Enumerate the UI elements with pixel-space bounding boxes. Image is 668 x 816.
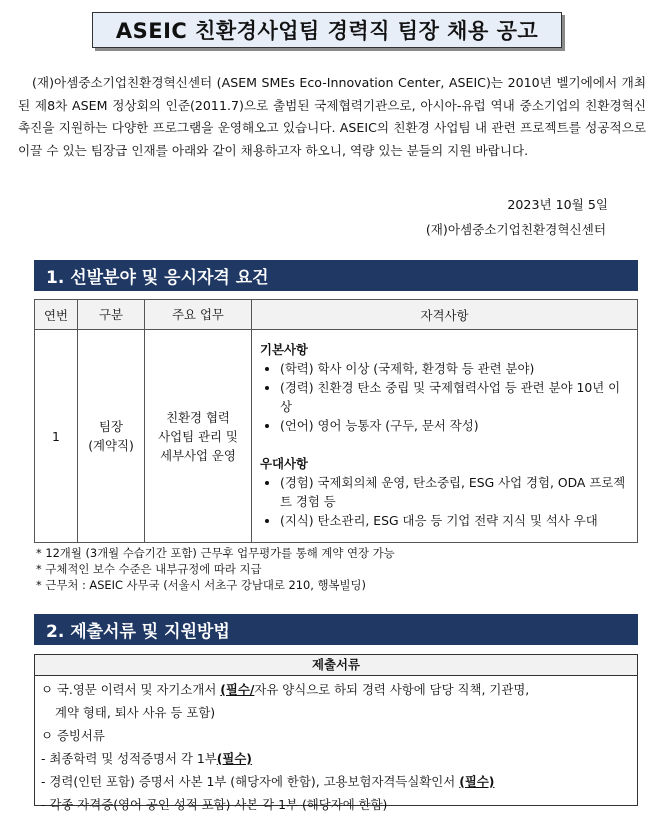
required-mark: (필수)	[216, 751, 252, 766]
doc-subitem-text: - 최종학력 및 성적증명서 각 1부	[41, 751, 217, 766]
documents-header: 제출서류	[35, 655, 637, 676]
organization-name: (재)아셈중소기업친환경혁신센터	[425, 222, 606, 237]
doc-subitem: - 각종 자격증(영어 공인 성적 포함) 사본 각 1부 (해당자에 한함)	[41, 797, 388, 812]
doc-subitem-text: - 경력(인턴 포함) 증명서 사본 1부 (해당자에 한함), 고용보험자격득실확인서	[41, 774, 460, 789]
basic-list	[260, 359, 629, 435]
col-header-duty: 주요 업무	[145, 300, 252, 330]
documents-box	[34, 654, 638, 812]
section1-heading	[34, 260, 638, 291]
doc-item-resume-cont: 계약 형태, 퇴사 사유 등 포함)	[55, 705, 216, 720]
preferred-title: 우대사항	[260, 456, 308, 471]
preferred-list	[260, 473, 629, 530]
table-header-row	[35, 300, 638, 330]
required-mark: (필수/	[220, 682, 255, 697]
page-title	[92, 12, 562, 48]
col-header-type: 구분	[78, 300, 145, 330]
col-header-no: 연번	[35, 300, 78, 330]
preferred-item: • (경험) 국제회의체 운영, 탄소중립, ESG 사업 경험, ODA 프로젝트 경험 등	[280, 473, 629, 511]
row-duty	[145, 330, 252, 543]
doc-bullet: ㅇ	[41, 682, 53, 697]
row-duty-line3: 세부사업 운영	[160, 447, 236, 463]
row-no: 1	[35, 330, 78, 543]
doc-subitem	[41, 747, 631, 770]
note-item: * 근무처 : ASEIC 사무국 (서울시 서초구 강남대로 210, 행복빌딩)	[36, 578, 366, 592]
row-duty-line1: 친환경 협력	[166, 409, 230, 425]
section1-heading-text: 1. 선발분야 및 응시자격 요건	[46, 268, 269, 288]
requirements-table	[34, 299, 638, 543]
section2-heading	[34, 614, 638, 645]
basic-item: • (경력) 친환경 탄소 중립 및 국제협력사업 등 관련 분야 10년 이상	[280, 378, 629, 416]
basic-item: • (학력) 학사 이상 (국제학, 환경학 등 관련 분야)	[280, 359, 629, 378]
row-type-line2: (계약직)	[88, 438, 134, 453]
basic-item: • (언어) 영어 능통자 (구두, 문서 작성)	[280, 416, 629, 435]
doc-item-text: 국.영문 이력서 및 자기소개서	[52, 682, 221, 697]
row-type	[78, 330, 145, 543]
row-qualification	[252, 330, 638, 543]
basic-title: 기본사항	[260, 342, 308, 357]
row-type-line1: 팀장	[99, 419, 123, 434]
doc-subitem	[41, 770, 631, 793]
note-item: * 12개월 (3개월 수습기간 포함) 근무후 업무평가를 통해 계약 연장 가능	[36, 546, 395, 560]
announcement-date: 2023년 10월 5일	[507, 197, 608, 212]
table-row	[35, 330, 638, 543]
col-header-qualification: 자격사항	[252, 300, 638, 330]
page-title-text: ASEIC 친환경사업팀 경력직 팀장 채용 공고	[115, 19, 539, 43]
doc-item-proof: ㅇ 증빙서류	[41, 728, 105, 743]
note-item: * 구체적인 보수 수준은 내부규정에 따라 지급	[36, 562, 262, 576]
section2-heading-text: 2. 제출서류 및 지원방법	[46, 622, 230, 642]
doc-item-resume	[41, 678, 631, 701]
intro-paragraph: (재)아셈중소기업친환경혁신센터 (ASEM SMEs Eco-Innovation Center, ASEIC)는 2010년 벨기에에서 개최된 제8차 ASEM 정상회의 인준(2011.7)으로 출범된 국제협력기관으로, 아시아-유럽 역내 중소기업의 친환경혁신 촉진을 지원하는 다양한 프로그램을 운영해오고 있습니다. ASEIC의 친환경 사업팀 내 관련 프로젝트를 성공적으로 이끌 수 있는 팀장급 인재를 아래와 같이 채용하고자 하오니, 역량 있는 분들의 지원 바랍니다.	[18, 75, 646, 158]
documents-body	[35, 676, 637, 816]
doc-item-text: 자유 양식으로 하되 경력 사항에 담당 직책, 기관명,	[254, 682, 530, 697]
row-duty-line2: 사업팀 관리 및	[158, 428, 238, 444]
notes	[36, 545, 395, 593]
required-mark: (필수)	[459, 774, 495, 789]
preferred-item: • (지식) 탄소관리, ESG 대응 등 기업 전략 지식 및 석사 우대	[280, 511, 629, 530]
